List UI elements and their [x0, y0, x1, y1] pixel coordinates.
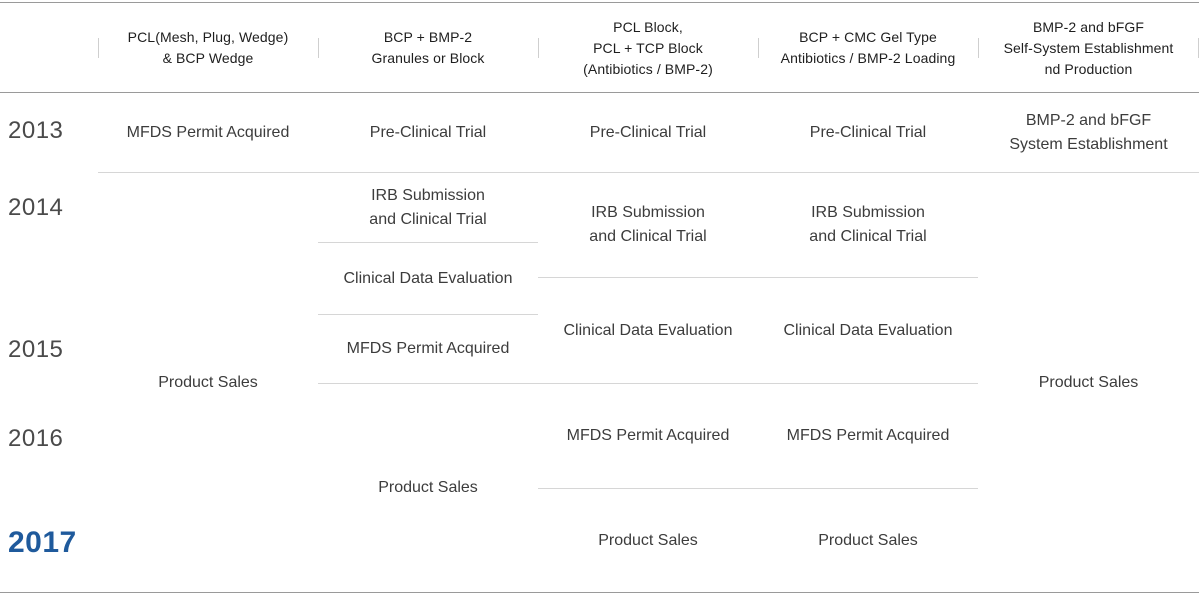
col2-cell-irb: IRB Submission and Clinical Trial — [369, 186, 487, 228]
year-2013: 2013 — [8, 117, 64, 144]
col4-cell-permit: MFDS Permit Acquired — [786, 427, 950, 444]
col3-cell-irb: IRB Submission and Clinical Trial — [589, 204, 707, 245]
col2-cell-sales: Product Sales — [378, 479, 478, 496]
column-header-pcl-block: PCL Block, PCL + TCP Block (Antibiotics / BMP-2) — [583, 18, 713, 77]
col4-cell-irb: IRB Submission and Clinical Trial — [809, 204, 927, 245]
year-2016: 2016 — [8, 425, 64, 452]
col2-cell-permit: MFDS Permit Acquired — [346, 340, 510, 357]
col1-cell-2013: MFDS Permit Acquired — [126, 123, 290, 141]
year-2014: 2014 — [8, 194, 64, 221]
col5-cell-sales: Product Sales — [1038, 373, 1139, 391]
year-2017: 2017 — [8, 526, 77, 559]
col4-cell-eval: Clinical Data Evaluation — [783, 321, 953, 339]
col2-cell-2013: Pre-Clinical Trial — [369, 123, 487, 141]
column-header-bcp-cmc-gel: BCP + CMC Gel Type Antibiotics / BMP-2 Loading — [780, 29, 956, 66]
col2-cell-eval: Clinical Data Evaluation — [343, 269, 513, 287]
table-bottom-rule — [0, 592, 1199, 593]
column-header-bcp-bmp2: BCP + BMP-2 Granules or Block — [371, 29, 485, 66]
column-header-pcl-mesh: PCL(Mesh, Plug, Wedge) & BCP Wedge — [127, 29, 289, 66]
col4-cell-2013: Pre-Clinical Trial — [809, 123, 927, 141]
year-2015: 2015 — [8, 336, 64, 363]
column-header-bmp2-bfgf: BMP-2 and bFGF Self-System Establishment nd Production — [1003, 18, 1174, 77]
col3-cell-eval: Clinical Data Evaluation — [563, 321, 733, 339]
col3-cell-sales: Product Sales — [598, 531, 698, 549]
col3-cell-permit: MFDS Permit Acquired — [566, 427, 730, 444]
col1-cell-sales: Product Sales — [158, 373, 258, 391]
col3-cell-2013: Pre-Clinical Trial — [589, 123, 707, 141]
col4-cell-sales: Product Sales — [818, 531, 918, 549]
table-top-rule — [0, 2, 1199, 3]
col5-cell-2013: BMP-2 and bFGF System Establishment — [1009, 111, 1168, 153]
